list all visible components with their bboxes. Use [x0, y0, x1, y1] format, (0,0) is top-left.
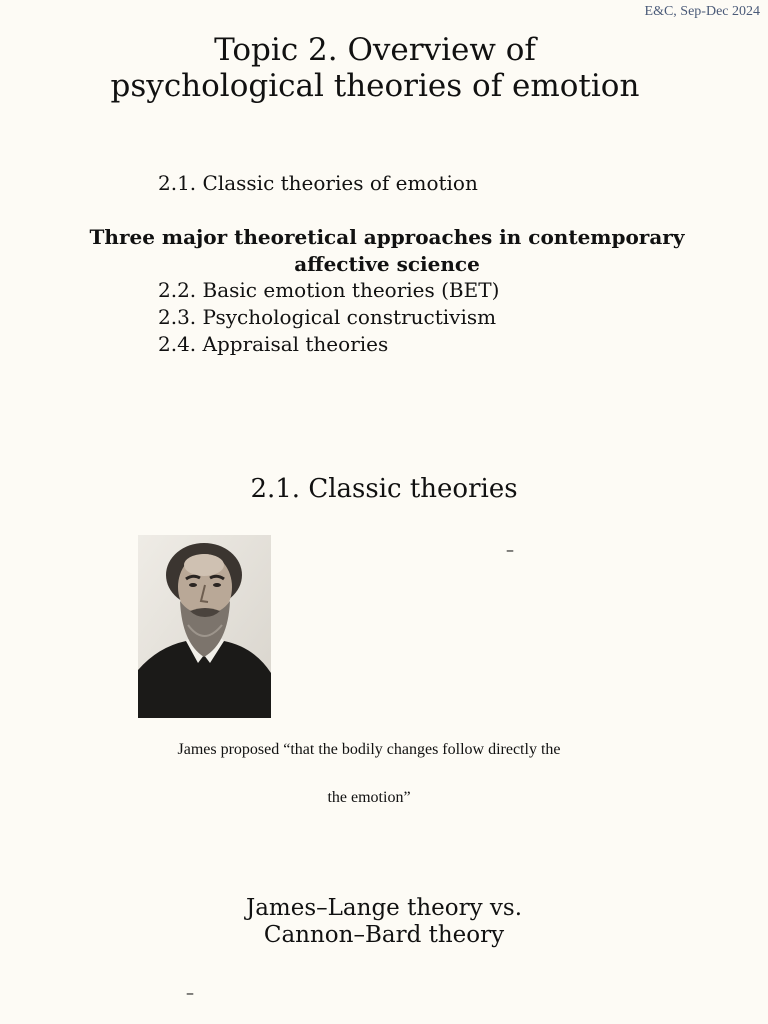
- course-note: E&C, Sep-Dec 2024: [644, 4, 760, 19]
- page-title: [0, 32, 750, 104]
- theory-comparison-line-1: James–Lange theory vs.: [245, 895, 523, 921]
- portrait-photo: [138, 535, 271, 718]
- section-heading: 2.1. Classic theories: [250, 474, 518, 504]
- dash-mark-bottom: –: [186, 983, 194, 1002]
- approaches-heading-line-1: Three major theoretical approaches in contemporary: [89, 225, 685, 249]
- quote-line-1: James proposed “that the bodily changes follow directly the: [177, 741, 561, 758]
- portrait-illustration: [138, 535, 271, 718]
- approaches-heading-line-2: affective science: [294, 252, 480, 276]
- outline-list: [158, 277, 499, 358]
- outline-item-classic: 2.1. Classic theories of emotion: [158, 171, 478, 195]
- quote-line-2: the emotion”: [327, 789, 411, 806]
- dash-mark-top: –: [506, 540, 514, 559]
- outline-item-appraisal: 2.4. Appraisal theories: [158, 332, 389, 356]
- page-title-line-2: psychological theories of emotion: [110, 68, 640, 104]
- theory-comparison-heading: [0, 895, 768, 949]
- outline-item-bet: 2.2. Basic emotion theories (BET): [158, 278, 500, 302]
- approaches-heading: [0, 224, 768, 278]
- outline-item-constructivism: 2.3. Psychological constructivism: [158, 305, 497, 329]
- page-title-line-1: Topic 2. Overview of: [214, 32, 536, 68]
- theory-comparison-line-2: Cannon–Bard theory: [263, 922, 505, 948]
